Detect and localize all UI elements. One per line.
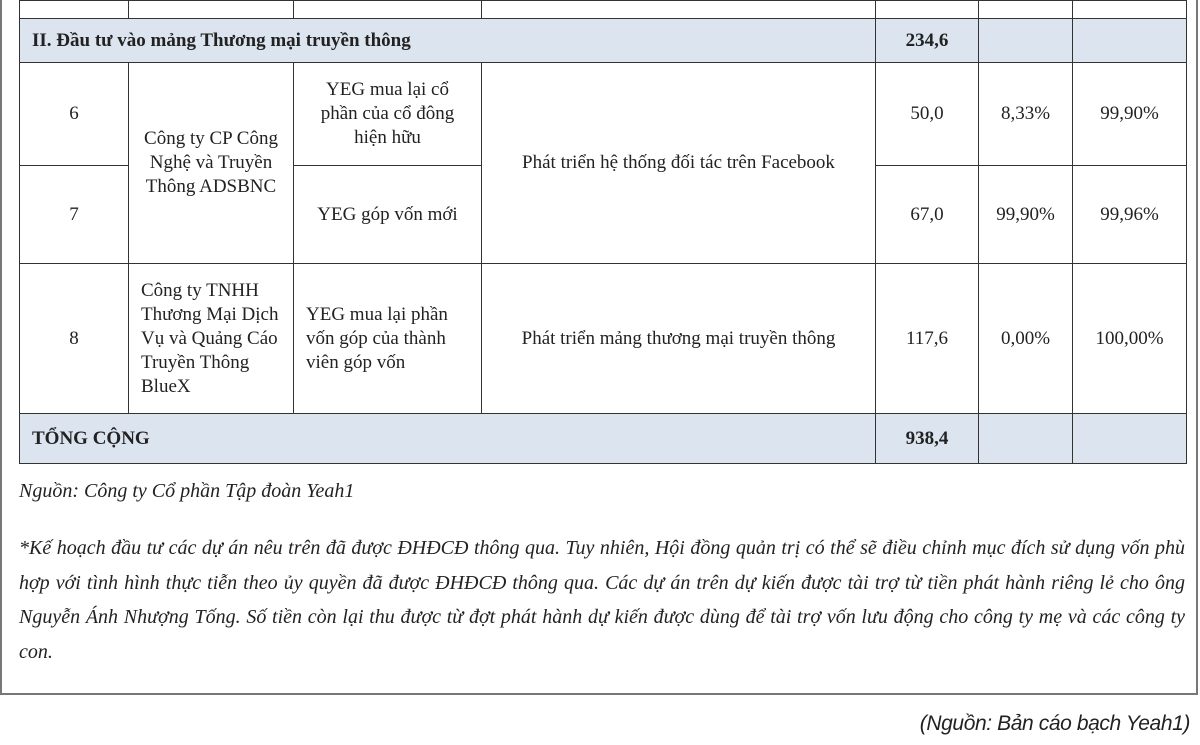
row-stt: 8 [20, 264, 129, 414]
row-company: Công ty CP Công Nghệ và Truyền Thông ADSBNC [129, 63, 294, 264]
row-purpose: Phát triển mảng thương mại truyền thông [482, 264, 876, 414]
total-row [20, 414, 1187, 464]
row-pct-before: 8,33% [979, 63, 1073, 166]
row-pct-after: 99,90% [1073, 63, 1187, 166]
table-row [20, 63, 1187, 166]
row-amount: 50,0 [876, 63, 979, 166]
image-credit: (Nguồn: Bản cáo bạch Yeah1) [919, 712, 1190, 735]
note-paragraph: *Kế hoạch đầu tư các dự án nêu trên đã được ĐHĐCĐ thông qua. Tuy nhiên, Hội đồng quản trị có thể sẽ điều chỉnh mục đích sử dụng vốn phù hợp với tình hình thực tiễn theo ủy quyền đã được ĐHĐCĐ thông qua. Các dự án trên dự kiến được tài trợ từ tiền phát hành riêng lẻ cho ông Nguyễn Ánh Nhượng Tống. Số tiền còn lại thu được từ đợt phát hành dự kiến được dùng để tài trợ vốn lưu động cho công ty mẹ và các công ty con. [19, 537, 1185, 663]
row-pct-before: 99,90% [979, 166, 1073, 264]
row-purpose: Phát triển hệ thống đối tác trên Facebook [482, 63, 876, 264]
table-top-strip [20, 1, 1187, 19]
source-line: Nguồn: Công ty Cổ phần Tập đoàn Yeah1 [19, 480, 355, 502]
row-stt: 7 [20, 166, 129, 264]
table-row [20, 264, 1187, 414]
section-ii-label: II. Đầu tư vào mảng Thương mại truyền thông [20, 19, 876, 63]
investment-table [19, 0, 1187, 464]
row-pct-after: 99,96% [1073, 166, 1187, 264]
row-pct-before: 0,00% [979, 264, 1073, 414]
row-pct-after: 100,00% [1073, 264, 1187, 414]
section-ii-amount: 234,6 [876, 19, 979, 63]
row-stt: 6 [20, 63, 129, 166]
section-ii-row [20, 19, 1187, 63]
row-method: YEG mua lại phần vốn góp của thành viên góp vốn [294, 264, 482, 414]
row-company: Công ty TNHH Thương Mại Dịch Vụ và Quảng Cáo Truyền Thông BlueX [129, 264, 294, 414]
row-amount: 67,0 [876, 166, 979, 264]
row-method: YEG mua lại cổ phần của cổ đông hiện hữu [294, 63, 482, 166]
row-method: YEG góp vốn mới [294, 166, 482, 264]
total-label: TỔNG CỘNG [20, 414, 876, 464]
row-amount: 117,6 [876, 264, 979, 414]
total-amount: 938,4 [876, 414, 979, 464]
